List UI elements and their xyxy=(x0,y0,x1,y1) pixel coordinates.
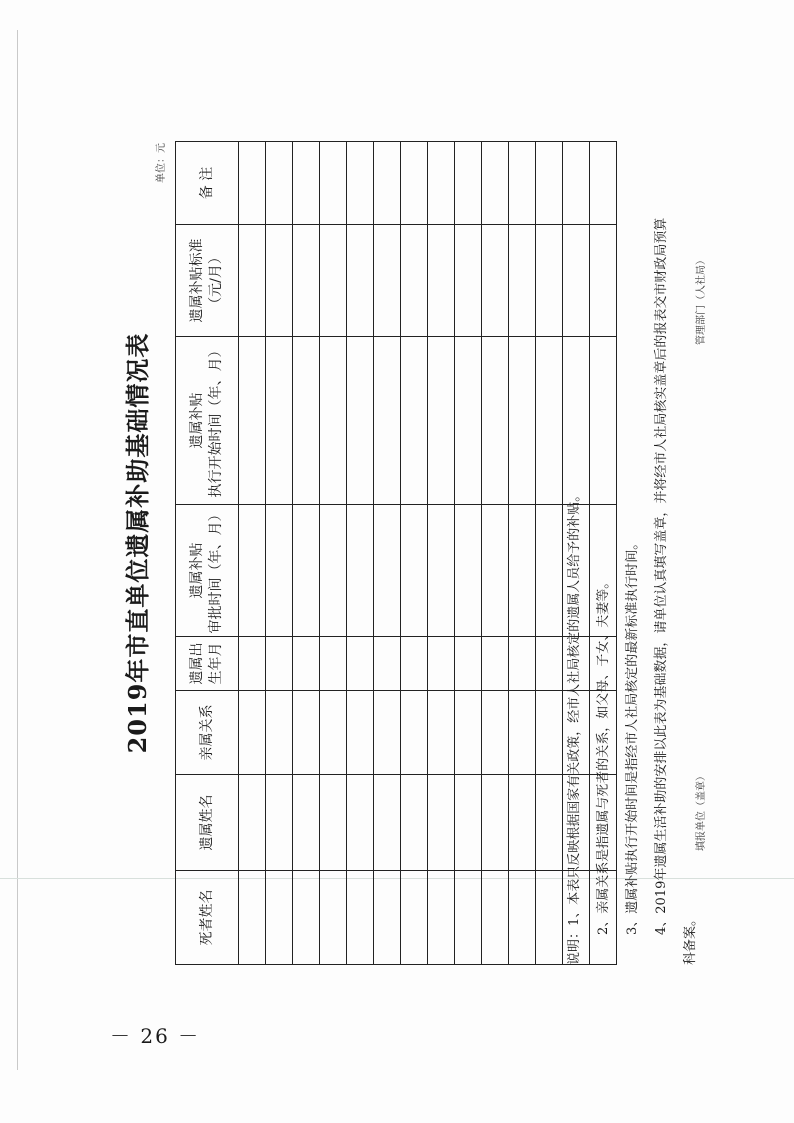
table-cell xyxy=(320,142,347,225)
table-cell xyxy=(455,871,482,965)
table-cell xyxy=(428,637,455,691)
table-cell xyxy=(320,337,347,505)
table-cell xyxy=(401,691,428,775)
table-row xyxy=(239,142,266,965)
table-cell xyxy=(266,691,293,775)
table-cell xyxy=(266,142,293,225)
table-cell xyxy=(509,637,536,691)
column-header xyxy=(176,225,239,337)
table-cell xyxy=(509,142,536,225)
table-cell xyxy=(401,871,428,965)
table-row xyxy=(401,142,428,965)
table-cell xyxy=(455,142,482,225)
table-cell xyxy=(347,225,374,337)
table-cell xyxy=(455,337,482,505)
table-cell xyxy=(482,505,509,637)
table-cell xyxy=(320,505,347,637)
table-row xyxy=(455,142,482,965)
table-cell xyxy=(482,637,509,691)
table-cell xyxy=(239,775,266,871)
table-cell xyxy=(536,775,563,871)
table-cell xyxy=(401,225,428,337)
table-header-row xyxy=(176,142,239,965)
table-cell xyxy=(482,225,509,337)
table-cell xyxy=(239,337,266,505)
table-cell xyxy=(455,225,482,337)
column-header xyxy=(176,337,239,505)
table-cell xyxy=(239,871,266,965)
table-cell xyxy=(482,691,509,775)
column-header-text: 遗属出 xyxy=(189,642,206,685)
table-cell xyxy=(374,505,401,637)
table-cell xyxy=(509,691,536,775)
table-cell xyxy=(428,225,455,337)
table-cell xyxy=(347,691,374,775)
table-cell xyxy=(455,637,482,691)
column-header-text: 备 注 xyxy=(198,166,215,200)
notes-section xyxy=(560,165,705,965)
table-cell xyxy=(374,691,401,775)
table-row xyxy=(428,142,455,965)
table-cell xyxy=(374,225,401,337)
table-cell xyxy=(374,142,401,225)
table-cell xyxy=(320,775,347,871)
column-header-text: 亲属关系 xyxy=(198,704,215,761)
table-cell xyxy=(239,225,266,337)
note-line-3: 3、遗属补贴执行开始时间是指经市人社局核定的最新标准执行时间。 xyxy=(625,536,640,935)
column-header xyxy=(176,871,239,965)
table-cell xyxy=(536,691,563,775)
table-cell xyxy=(347,637,374,691)
document-title: 2019年市直单位遗属补助基础情况表 xyxy=(123,332,152,754)
table-row xyxy=(374,142,401,965)
table-cell xyxy=(536,225,563,337)
table-cell xyxy=(428,775,455,871)
table-cell xyxy=(482,142,509,225)
table-cell xyxy=(401,142,428,225)
table-row xyxy=(536,142,563,965)
table-cell xyxy=(293,142,320,225)
table-cell xyxy=(293,337,320,505)
note-line-2: 2、亲属关系是指遗属与死者的关系，如父母、子女、夫妻等。 xyxy=(596,575,611,935)
table-row xyxy=(482,142,509,965)
table-cell xyxy=(374,775,401,871)
table-cell xyxy=(266,225,293,337)
table-cell xyxy=(347,142,374,225)
column-header-text: 遗属补贴 xyxy=(189,542,206,599)
table-cell xyxy=(509,337,536,505)
table-cell xyxy=(239,637,266,691)
table-cell xyxy=(455,505,482,637)
table-cell xyxy=(536,142,563,225)
column-header-text: 死者姓名 xyxy=(198,889,215,946)
table-cell xyxy=(239,691,266,775)
table-cell xyxy=(320,691,347,775)
table-cell xyxy=(293,637,320,691)
table-cell xyxy=(293,505,320,637)
table-cell xyxy=(401,337,428,505)
table-row xyxy=(293,142,320,965)
table-row xyxy=(320,142,347,965)
table-row xyxy=(347,142,374,965)
reporting-unit-stamp-label: 填报单位（盖章） xyxy=(696,771,707,851)
column-header-text: 审批时间（年、月） xyxy=(208,507,224,634)
table-cell xyxy=(536,871,563,965)
survivor-subsidy-table xyxy=(175,141,617,965)
note-line-1: 说明：1、本表只反映根据国家有关政策，经市人社局核定的遗属人员给予的补贴。 xyxy=(567,488,582,965)
table-cell xyxy=(266,337,293,505)
table-cell xyxy=(428,691,455,775)
table-cell xyxy=(509,775,536,871)
note-line-4: 4、2019年遗属生活补助的安排以此表为基础数据，请单位认真填写盖章，并将经市人社局核实盖章后的报表交市财政局预算 xyxy=(654,217,669,935)
table-cell xyxy=(536,637,563,691)
column-header-text: 遗属补贴 xyxy=(189,392,206,449)
table-cell xyxy=(266,871,293,965)
column-header xyxy=(176,637,239,691)
column-header-text: 遗属姓名 xyxy=(198,794,215,851)
column-header xyxy=(176,142,239,225)
column-header-text: 遗属补贴标准 xyxy=(189,238,206,323)
table-cell xyxy=(374,637,401,691)
managing-department-label: 管理部门（人社局） xyxy=(696,255,707,345)
table-cell xyxy=(401,637,428,691)
table-cell xyxy=(347,337,374,505)
table-cell xyxy=(428,505,455,637)
table-cell xyxy=(239,142,266,225)
table-cell xyxy=(293,871,320,965)
note-line-5: 科备案。 xyxy=(683,912,698,965)
unit-label: 单位：元 xyxy=(156,143,167,183)
table-cell xyxy=(293,691,320,775)
table-row xyxy=(509,142,536,965)
table-cell xyxy=(455,775,482,871)
table-cell xyxy=(482,871,509,965)
table-cell xyxy=(509,505,536,637)
table-cell xyxy=(428,337,455,505)
table-cell xyxy=(293,775,320,871)
column-header xyxy=(176,691,239,775)
column-header xyxy=(176,775,239,871)
table-row xyxy=(266,142,293,965)
table-cell xyxy=(347,775,374,871)
table-cell xyxy=(266,637,293,691)
table-cell xyxy=(266,505,293,637)
table-cell xyxy=(482,337,509,505)
table-cell xyxy=(455,691,482,775)
table-cell xyxy=(320,225,347,337)
table-cell xyxy=(536,337,563,505)
table-cell xyxy=(509,871,536,965)
table-cell xyxy=(401,775,428,871)
table-cell xyxy=(239,505,266,637)
table-cell xyxy=(482,775,509,871)
table-cell xyxy=(374,871,401,965)
table-cell xyxy=(401,505,428,637)
table-cell xyxy=(347,505,374,637)
table-cell xyxy=(428,871,455,965)
table-cell xyxy=(320,637,347,691)
table-cell xyxy=(374,337,401,505)
table-cell xyxy=(293,225,320,337)
table-cell xyxy=(536,505,563,637)
column-header-text: 生年月 xyxy=(208,642,224,685)
column-header xyxy=(176,505,239,637)
column-header-text: 执行开始时间（年、月） xyxy=(208,343,224,498)
table-cell xyxy=(347,871,374,965)
table-cell xyxy=(266,775,293,871)
column-header-text: （元/月） xyxy=(208,250,224,311)
table-cell xyxy=(428,142,455,225)
page-number: － 26 － xyxy=(110,1024,201,1048)
table-cell xyxy=(509,225,536,337)
table-cell xyxy=(320,871,347,965)
